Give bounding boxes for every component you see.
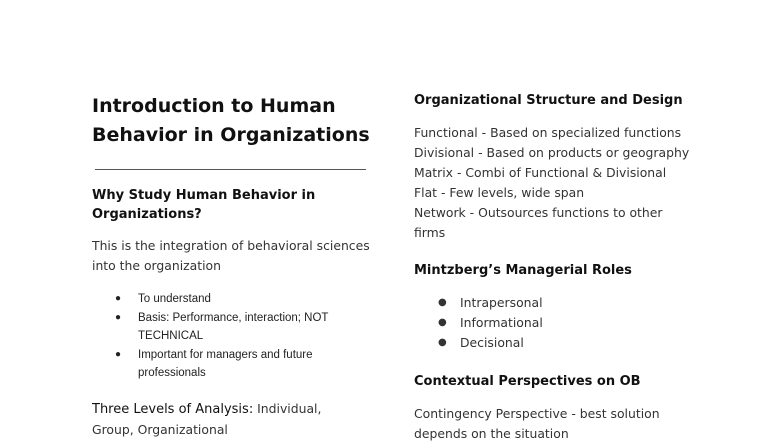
title-divider [95, 169, 366, 170]
why-bullet-list [92, 290, 372, 383]
list-item: Network - Outsources functions to other [414, 205, 663, 220]
text-line: Contingency Perspective - best solution [414, 406, 660, 421]
roles-list [414, 293, 543, 353]
list-item [414, 293, 543, 313]
intro-paragraph: This is the integration of behavioral sciences into the organization [92, 238, 370, 273]
list-item: Flat - Few levels, wide span [414, 185, 585, 200]
list-item: firms [414, 225, 446, 240]
list-item: Divisional - Based on products or geography [414, 145, 690, 160]
list-item [92, 346, 372, 383]
levels-label: Three Levels of Analysis: [92, 402, 254, 417]
bullet-text: Basis: Performance, interaction; NOT TECHNICAL [138, 311, 329, 342]
list-item [92, 290, 372, 309]
list-item [92, 309, 372, 346]
levels-of-analysis [92, 399, 362, 440]
page-title: Introduction to Human Behavior in Organizations [92, 95, 370, 146]
structure-heading: Organizational Structure and Design [414, 93, 683, 108]
why-study-heading: Why Study Human Behavior in Organizations? [92, 188, 316, 222]
role-text: Decisional [460, 335, 524, 350]
bullet-icon: ● [438, 297, 447, 308]
role-text: Informational [460, 315, 543, 330]
list-item: Matrix - Combi of Functional & Divisional [414, 165, 667, 180]
levels-value: Individual, Group, Organizational [92, 401, 322, 437]
bullet-icon: ● [115, 293, 122, 304]
role-text: Intrapersonal [460, 295, 543, 310]
list-item: Functional - Based on specialized functions [414, 125, 682, 140]
contextual-text [414, 404, 660, 444]
list-item [414, 333, 543, 353]
structure-list [414, 123, 689, 243]
bullet-icon: ● [438, 317, 447, 328]
contextual-heading: Contextual Perspectives on OB [414, 374, 641, 389]
list-item [414, 313, 543, 333]
text-line: depends on the situation [414, 426, 569, 441]
bullet-text: To understand [138, 293, 211, 305]
bullet-icon: ● [115, 348, 122, 360]
bullet-icon: ● [115, 311, 122, 323]
bullet-text: Important for managers and future professionals [138, 348, 313, 379]
bullet-icon: ● [438, 337, 447, 348]
roles-heading: Mintzberg’s Managerial Roles [414, 263, 632, 278]
